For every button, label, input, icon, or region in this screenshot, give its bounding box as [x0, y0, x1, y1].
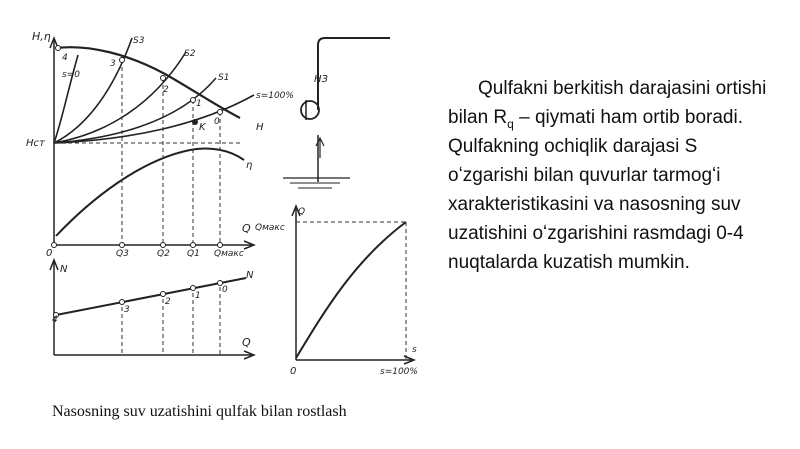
right-x-axis-label: s: [412, 345, 417, 355]
figure-caption: Nasosning suv uzatishini qulfak bilan rostlash: [52, 403, 347, 420]
point-2-label: 2: [163, 85, 169, 95]
bottom-chart: [50, 260, 254, 359]
explanation-text: [448, 74, 778, 277]
h-static-label: Hст: [26, 138, 45, 149]
network-curve-s1: [54, 78, 216, 143]
point-1-label: 1: [196, 99, 202, 109]
right-y-axis-label: Q: [298, 207, 306, 217]
right-qmax-label: Qмакс: [255, 223, 285, 233]
point-0: [218, 110, 223, 115]
point-4-label: 4: [62, 53, 68, 63]
point-0-label: 0: [214, 117, 220, 127]
point-k-label: K: [199, 122, 206, 133]
bottom-point-3: [120, 300, 125, 305]
bottom-point-0-label: 0: [222, 285, 228, 295]
right-origin-label: 0: [290, 366, 297, 377]
point-3: [120, 58, 125, 63]
bottom-point-2-label: 2: [165, 297, 171, 307]
point-k: [192, 119, 198, 125]
top-origin-label: 0: [46, 248, 53, 259]
efficiency-label: η: [246, 160, 253, 171]
right-s100-label: s=100%: [380, 367, 418, 377]
right-chart: [255, 206, 418, 377]
point-2: [161, 76, 166, 81]
power-curve-label: N: [246, 270, 254, 281]
pump-schematic: [283, 38, 390, 188]
explanation-subscript: q: [507, 116, 514, 131]
tick-q3: [120, 243, 125, 248]
explanation-line-1: Qulfakni berkitish darajasini ortishi bilan R: [448, 78, 767, 128]
s0-label: s=0: [62, 70, 80, 80]
bottom-x-axis-label: Q: [242, 336, 251, 349]
point-4: [56, 46, 61, 51]
bottom-point-1-label: 1: [195, 291, 201, 301]
bottom-point-4-label: 4: [52, 315, 58, 325]
q2-label: Q2: [157, 249, 170, 259]
top-x-axis-label: Q: [242, 222, 251, 235]
bottom-point-3-label: 3: [124, 305, 130, 315]
flow-arrow: [316, 138, 324, 158]
explanation-line-2: – qiymati ham ortib boradi. Qulfakning ochiqlik darajasi S oʻzgarishi bilan quvurlar tarmogʻi xarakteristikasini va nasosning suv uzatishini oʻzgarishini rasmdagi 0-4 nuqtalarda kuzatish mumkin.: [448, 107, 744, 273]
top-chart: [26, 30, 294, 259]
origin-point: [52, 243, 57, 248]
s100-label: s=100%: [256, 91, 294, 101]
q-vs-s-curve: [296, 222, 406, 358]
bottom-y-axis-label: N: [60, 264, 68, 275]
tick-qmax: [218, 243, 223, 248]
point-1: [191, 98, 196, 103]
head-curve-label: H: [256, 122, 264, 133]
qmax-label: Qмакс: [214, 249, 244, 259]
tick-q1: [191, 243, 196, 248]
water-hatch: [290, 183, 340, 188]
s2-label: S2: [184, 49, 196, 59]
pump-circle: [301, 101, 319, 119]
top-y-axis-label: H,η: [32, 30, 51, 43]
q1-label: Q1: [187, 249, 200, 259]
q3-label: Q3: [116, 249, 129, 259]
point-3-label: 3: [110, 59, 116, 69]
s3-label: S3: [133, 36, 145, 46]
tick-q2: [161, 243, 166, 248]
discharge-pipe: [318, 38, 390, 110]
bottom-point-1: [191, 286, 196, 291]
pump-label: НЗ: [314, 74, 328, 85]
s1-label: S1: [218, 73, 230, 83]
efficiency-curve: [56, 148, 244, 236]
bottom-point-2: [161, 292, 166, 297]
